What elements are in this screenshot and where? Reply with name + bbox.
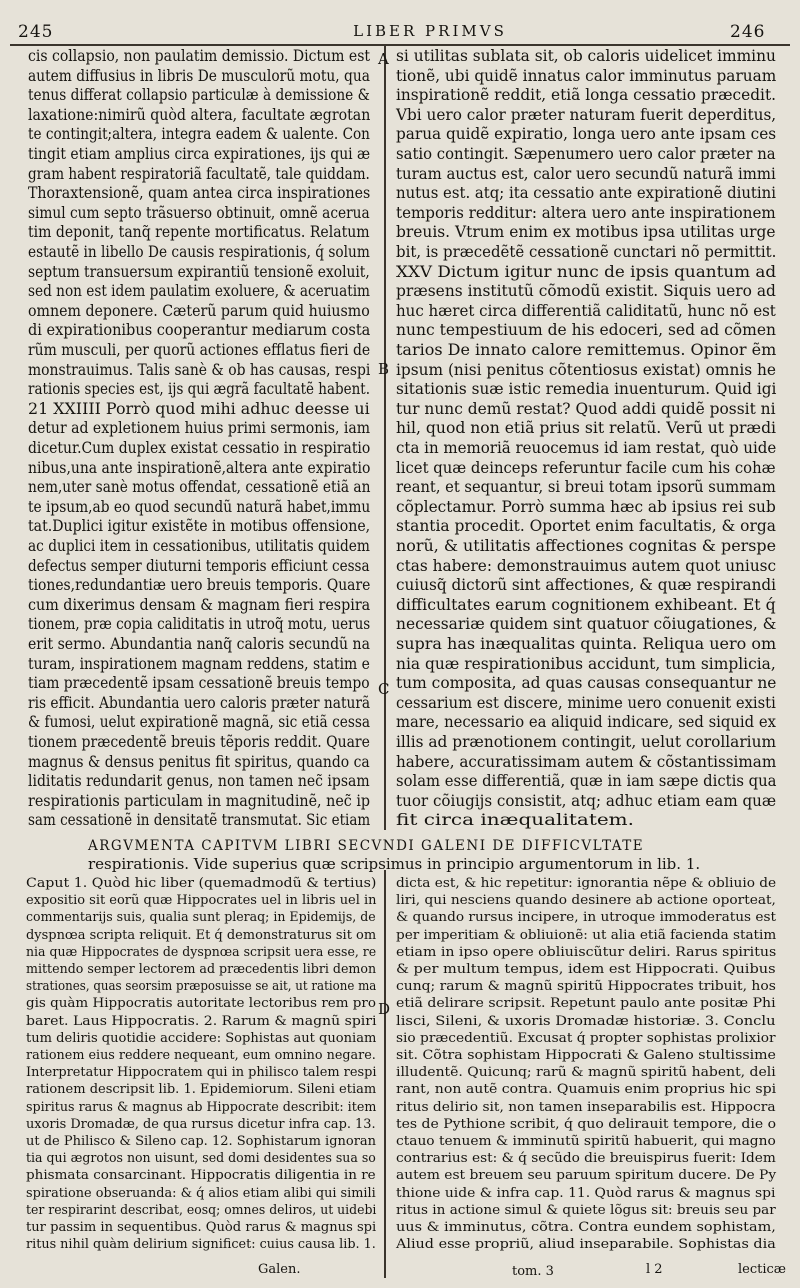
- catchword-right: lecticæ: [738, 1262, 787, 1277]
- text-line: erit sermo. Abundantia nanq̃ caloris secundũ na: [28, 634, 370, 653]
- text-line: illis ad prænotionem contingit, uelut corollarium: [396, 732, 777, 751]
- text-line: mittendo semper lectorem ad præcedentis libri demon: [26, 962, 377, 977]
- text-line: nia quæ Hippocrates de dyspnœa scripsit uera esse, re: [26, 944, 377, 960]
- left-text-column: [28, 46, 370, 836]
- text-line: cessarium est discere, minime uero conuenit existi: [396, 692, 776, 712]
- text-line: omnem deponere. Cæterũ parum quid huiusmo: [28, 300, 370, 320]
- text-line: rationis species est, ijs qui ægrã facultatẽ habent.: [28, 379, 371, 399]
- text-line: estautẽ in libello De causis respirationis, q́ solum: [28, 242, 370, 261]
- text-line: tingit etiam amplius circa expirationes, ijs qui æ: [28, 144, 371, 163]
- text-line: respirationis particulam in magnitudinẽ, nec̃ ip: [28, 790, 371, 810]
- text-line: dicta est, & hic repetitur: ignorantia nẽpe & obliuio de: [396, 876, 777, 891]
- text-line: & per multum tempus, idem est Hippocrati. Quibus: [396, 962, 776, 977]
- text-line: spiratione obseruanda: & q́ alios etiam alibi qui simili: [26, 1185, 376, 1201]
- text-line: licet quæ deinceps referuntur facile cum his cohæ: [396, 457, 776, 477]
- text-line: præsens institutũ cõmodũ existit. Siquis uero ad: [396, 281, 776, 301]
- text-line: ritus delirio sit, non tamen inseparabilis est. Hippocra: [396, 1099, 776, 1115]
- text-line: nunc tempestiuum de his edoceri, sed ad cõmen: [396, 320, 777, 340]
- text-line: ipsum (nisi penitus cõtentiosus existat) omnis he: [396, 359, 777, 379]
- text-line: reant, et sequantur, si breui totam ipsorũ summam: [396, 477, 776, 497]
- margin-letter-b: B: [378, 360, 390, 378]
- text-line: rant, non autẽ contra. Quamuis enim proprius hic spi: [396, 1082, 777, 1098]
- text-line: tuor cõiugijs consistit, atq; adhuc etiam eam quæ: [396, 790, 777, 810]
- text-line: per imperitiam & obliuionẽ: ut alia etiã facienda statim: [396, 927, 777, 943]
- text-line: cuiusq̃ dictorũ sint affectiones, & quæ respirandi: [396, 575, 777, 595]
- argument-subheading: respirationis. Vide superius quæ scripsimus in principio argumentorum in lib. 1.: [88, 855, 701, 873]
- argument-divider: [384, 870, 386, 1278]
- text-line: tenus differat collapsio particulæ à demissione &: [28, 85, 370, 105]
- text-line: ctas habere: demonstrauimus autem quot uniusc: [396, 555, 777, 575]
- text-line: tiam præcedentẽ ipsam cessationẽ breuis tempo: [28, 673, 370, 693]
- catchword-left: Galen.: [258, 1262, 301, 1277]
- text-line: illudentẽ. Quicunq; rarũ & magnũ spiritũ habent, deli: [396, 1065, 776, 1081]
- text-line: laxatione:nimirũ quòd altera, facultate ægrotan: [28, 104, 371, 124]
- text-line: rationem descripsit lib. 1. Epidemiorum. Sileni etiam: [26, 1082, 377, 1098]
- text-line: sitationis suæ istic remedia inuenturum. Quid igi: [396, 379, 777, 399]
- text-line: cunq; rarum & magnũ spiritũ Hippocrates tribuit, hos: [396, 979, 776, 995]
- text-line: detur ad expletionem huius primi sermonis, iam: [28, 418, 371, 438]
- text-line: Thoraxtensionẽ, quam antea circa inspirationes: [28, 183, 371, 203]
- text-line: nem,uter sanè motus offendat, cessationẽ etiã an: [28, 477, 371, 497]
- text-line: turam, inspirationem magnam reddens, statim e: [28, 653, 370, 673]
- text-line: tat.Duplici igitur existẽte in motibus offensione,: [28, 516, 371, 536]
- text-line: liditatis redundarit genus, non tamen nec̃ ipsam: [28, 771, 370, 791]
- text-line: cta in memoriã reuocemus id iam restat, quò uide: [396, 438, 777, 457]
- text-line: cis collapsio, non paulatim demissio. Dictum est: [28, 46, 371, 65]
- text-line: ris efficit. Abundantia uero caloris præter naturã: [28, 692, 371, 712]
- right-text-column: [396, 46, 776, 836]
- argument-heading: ARGVMENTA CAPITVM LIBRI SECVNDI GALENI DE DIFFICVLTATE: [88, 838, 645, 854]
- text-line: tum composita, ad quas causas consequantur ne: [396, 673, 777, 693]
- text-line: baret. Laus Hippocratis. 2. Rarum & magnũ spiri: [26, 1013, 377, 1029]
- text-line: ritus nihil quàm delirium significet: cuius causa lib. 1.: [26, 1237, 376, 1253]
- text-line: mare, necessario ea aliquid indicare, sed siquid ex: [396, 712, 776, 732]
- text-line: 21 XXIIII Porrò quod mihi adhuc deesse ui: [28, 398, 370, 418]
- text-line: tes de Pythione scribit, q́ quo delirauit tempore, die o: [396, 1116, 777, 1132]
- text-line: te ipsum,ab eo quod secundũ naturã habet,immu: [28, 496, 371, 516]
- text-line: fit circa inæqualitatem.: [396, 810, 635, 830]
- text-line: nia quæ respirationibus accidunt, tum simplicia,: [396, 653, 776, 673]
- text-line: & quando rursus incipere, in utroque immoderatus est: [396, 910, 777, 926]
- text-line: liri, qui nesciens quando desinere ab actione oporteat,: [396, 893, 776, 909]
- text-line: defectus semper diuturni temporis efficiunt cessa: [28, 555, 370, 575]
- margin-letter-a: A: [378, 50, 389, 68]
- text-line: XXV Dictum igitur nunc de ipsis quantum ad: [396, 261, 777, 281]
- margin-letter-c: C: [378, 680, 390, 698]
- text-line: uxoris Dromadæ, de qua rursus dicetur infra cap. 13.: [26, 1116, 376, 1132]
- left-page-number: 245: [18, 22, 54, 42]
- text-line: stantia procedit. Oportet enim facultatis, & orga: [396, 516, 776, 536]
- running-title: LIBER PRIMVS: [353, 22, 507, 40]
- text-line: monstrauimus. Talis sanè & ob has causas, respi: [28, 359, 371, 379]
- text-line: expositio sit eorũ quæ Hippocrates uel in libris uel in: [26, 893, 377, 909]
- text-line: thione uide & infra cap. 11. Quòd rarus & magnus spi: [396, 1185, 776, 1201]
- text-line: sed non est idem paulatim exoluere, & aceruatim: [28, 281, 370, 301]
- text-line: tur passim in sequentibus. Quòd rarus & magnus spi: [26, 1220, 377, 1235]
- text-line: cõplectamur. Porrò summa hæc ab ipsius rei sub: [396, 496, 776, 516]
- argument-left-column: [26, 876, 376, 1256]
- text-line: contrarius est: & q́ secũdo die breuispirus fuerit: Idem: [396, 1151, 776, 1167]
- text-line: di expirationibus cooperantur mediarum costa: [28, 320, 371, 340]
- text-line: Caput 1. Quòd hic liber (quemadmodũ & tertius): [26, 876, 377, 891]
- text-line: temporis redditur: altera uero ante inspirationem: [396, 202, 776, 222]
- text-line: hil, quod non etiã prius sit relatũ. Verũ ut prædi: [396, 418, 777, 438]
- text-line: nibus,una ante inspirationẽ,altera ante expiratio: [28, 457, 371, 477]
- text-line: difficultates earum cognitionem exhibeant. Et q́: [396, 594, 776, 614]
- text-line: simul cum septo trãsuerso obtinuit, omnẽ acerua: [28, 202, 370, 222]
- text-line: etiã delirare scripsit. Repetunt paulo ante positæ Phi: [396, 996, 776, 1012]
- text-line: magnus & densus penitus fit spiritus, quando ca: [28, 751, 370, 771]
- text-line: gis quàm Hippocratis autoritate lectoribus rem pro: [26, 996, 376, 1012]
- text-line: phismata consarcinant. Hippocratis diligentia in re: [26, 1168, 376, 1184]
- text-line: supra has inæqualitas quinta. Reliqua uero om: [396, 634, 777, 653]
- text-line: ritus in actione simul & quiete lõgus sit: breuis seu par: [396, 1202, 776, 1218]
- text-line: si utilitas sublata sit, ob caloris uidelicet imminu: [396, 46, 776, 65]
- text-line: tiones,redundantiæ uero breuis temporis. Quare: [28, 575, 371, 595]
- text-line: Interpretatur Hippocratem qui in philisco talem respi: [26, 1065, 377, 1081]
- signature-mark: l 2: [646, 1262, 663, 1277]
- text-line: septum transuersum expirantiũ tensionẽ exoluit,: [28, 261, 370, 281]
- column-divider: [384, 46, 386, 830]
- text-line: dicetur.Cum duplex existat cessatio in respiratio: [28, 438, 371, 457]
- text-line: necessariæ quidem sint quatuor cõiugationes, &: [396, 614, 777, 634]
- text-line: turam auctus est, calor uero secundũ naturã immi: [396, 163, 776, 183]
- text-line: ac duplici item in cessationibus, utilitatis quidem: [28, 536, 370, 555]
- text-line: etiam in ipso opere obliuiscũtur deliri. Rarus spiritus: [396, 944, 777, 960]
- text-line: sam cessationẽ in densitatẽ transmutat. Sic etiam: [28, 810, 371, 830]
- text-line: autem diffusius in libris De musculorũ motu, qua: [28, 65, 370, 85]
- text-line: cum dixerimus densam & magnam fieri respira: [28, 594, 371, 614]
- text-line: breuis. Vtrum enim ex motibus ipsa utilitas urge: [396, 222, 776, 242]
- text-line: sio præcedentiũ. Excusat q́ propter sophistas prolixior: [396, 1030, 776, 1046]
- text-line: Aliud esse propriũ, aliud inseparabile. Sophistas dia: [396, 1237, 776, 1253]
- text-line: tia qui ægrotos non uisunt, sed domi desidentes sua so: [26, 1151, 376, 1167]
- text-line: ut de Philisco & Sileno cap. 12. Sophistarum ignoran: [26, 1134, 377, 1149]
- right-page-number: 246: [730, 22, 766, 42]
- text-line: tim deponit, tanq̃ repente mortificatus. Relatum: [28, 222, 370, 242]
- text-line: tionem, præ copia caliditatis in utroq̃ motu, uerus: [28, 614, 371, 634]
- text-line: rũm musculi, per quorũ actiones efflatus fieri de: [28, 340, 371, 359]
- text-line: rationem eius reddere nequeant, eum omnino negare.: [26, 1048, 376, 1063]
- text-line: huc hæret circa differentiã caliditatũ, hunc nõ est: [396, 300, 776, 320]
- signature-label: tom. 3: [512, 1264, 554, 1279]
- text-line: commentarijs suis, qualia sunt pleraq; in Epidemijs, de: [26, 910, 376, 926]
- text-line: inspirationẽ reddit, etiã longa cessatio præcedit.: [396, 85, 777, 105]
- text-line: uus & imminutus, cõtra. Contra eundem sophistam,: [396, 1220, 776, 1235]
- text-line: tum deliris quotidie accidere: Sophistas aut quoniam: [26, 1030, 377, 1046]
- text-line: ctauo tenuem & imminutũ spiritũ habuerit, qui magno: [396, 1134, 776, 1149]
- text-line: bit, is præcedẽtẽ cessationẽ cunctari nõ permittit.: [396, 242, 777, 261]
- text-line: sit. Cõtra sophistam Hippocrati & Galeno stultissime: [396, 1048, 776, 1063]
- text-line: te contingit;altera, integra eadem & ualente. Con: [28, 124, 370, 144]
- text-line: autem est breuem seu paruum spiritum ducere. De Py: [396, 1168, 777, 1184]
- text-line: tionẽ, ubi quidẽ innatus calor imminutus paruam: [396, 65, 777, 85]
- text-line: dyspnœa scripta reliquit. Et q́ demonstraturus sit om: [26, 927, 377, 943]
- text-line: norũ, & utilitatis affectiones cognitas & perspe: [396, 536, 777, 555]
- margin-letter-d: D: [378, 1000, 391, 1018]
- text-line: parua quidẽ expiratio, longa uero ante ipsam ces: [396, 124, 777, 144]
- text-line: strationes, quas seorsim præposuisse se ait, ut ratione ma: [26, 979, 377, 995]
- text-line: spiritus rarus & magnus ab Hippocrate describit: item: [26, 1099, 377, 1115]
- text-line: Vbi uero calor præter naturam fuerit deperditus,: [396, 104, 777, 124]
- text-line: lisci, Sileni, & uxoris Dromadæ historiæ. 3. Conclu: [396, 1013, 776, 1029]
- text-line: tur nunc demũ restat? Quod addi quidẽ possit ni: [396, 398, 776, 418]
- text-line: gram habent respiratoriã facultatẽ, tale quiddam.: [28, 163, 370, 183]
- text-line: solam esse differentiã, quæ in iam sæpe dictis qua: [396, 771, 777, 791]
- text-line: nutus est. atq; ita cessatio ante expirationẽ diutini: [396, 183, 776, 203]
- argument-right-column: [396, 876, 776, 1256]
- text-line: satio contingit. Sæpenumero uero calor præter na: [396, 144, 776, 163]
- text-line: habere, accuratissimam autem & cõstantissimam: [396, 751, 777, 771]
- text-line: ter respirarint describat, eosq; omnes deliros, ut uidebi: [26, 1202, 377, 1218]
- text-line: tarios De innato calore remittemus. Opinor ẽm: [396, 340, 777, 359]
- text-line: & fumosi, uelut expirationẽ magnã, sic etiã cessa: [28, 712, 371, 732]
- text-line: tionem præcedentẽ breuis tẽporis reddit. Quare: [28, 732, 370, 751]
